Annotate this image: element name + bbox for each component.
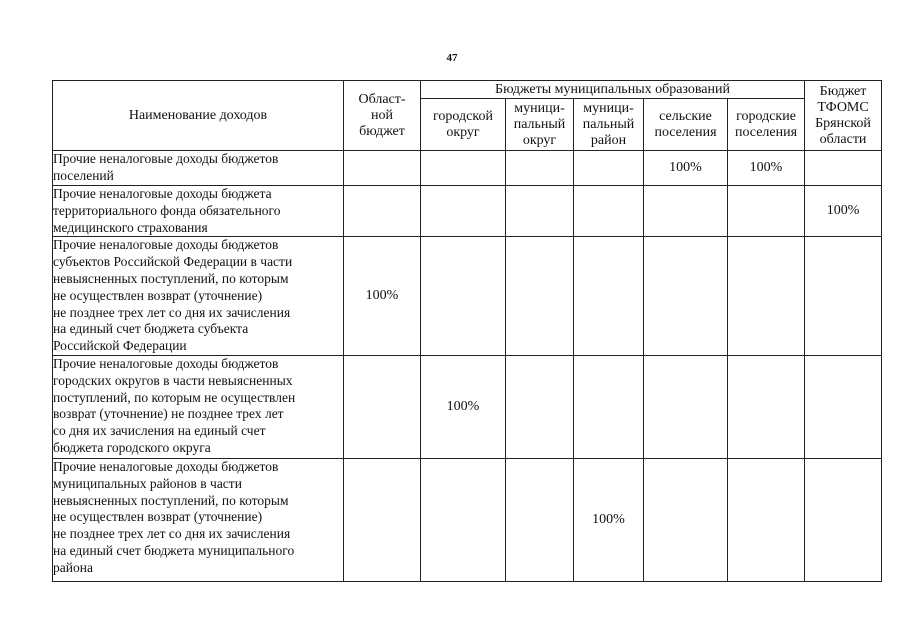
header-city-district: [421, 99, 506, 151]
income-name-line: Прочие неналоговые доходы бюджетов: [53, 355, 279, 371]
income-name-line: поступлений, по которым не осуществлен: [53, 389, 296, 405]
share-cell: 100%: [644, 151, 728, 186]
share-cell: [421, 237, 506, 356]
income-name-line: поселений: [53, 167, 114, 183]
income-name-line: не осуществлен возврат (уточнение): [53, 509, 263, 525]
share-cell: [574, 151, 644, 186]
header-municipal-budgets: Бюджеты муниципальных образований: [421, 81, 805, 99]
income-name-line: субъектов Российской Федерации в части: [53, 254, 293, 270]
header-line: округ: [446, 124, 480, 140]
share-cell: [574, 355, 644, 458]
header-tfoms-budget: [805, 81, 882, 151]
page-number: 47: [446, 52, 458, 64]
header-line: городской: [433, 108, 493, 124]
share-cell: [805, 458, 882, 581]
income-name-line: невыясненных поступлений, по которым: [53, 270, 289, 286]
share-cell: [728, 355, 805, 458]
header-line: городские: [736, 108, 796, 124]
income-name-line: муниципальных районов в части: [53, 475, 242, 491]
income-name-line: на единый счет бюджета субъекта: [53, 321, 249, 337]
income-name-line: территориального фонда обязательного: [53, 202, 281, 218]
table-row: [53, 151, 882, 186]
header-line: пальный: [582, 116, 635, 132]
share-cell: 100%: [421, 355, 506, 458]
header-line: пальный: [513, 116, 566, 132]
header-line: Област-: [358, 91, 406, 107]
header-municipal-area: [574, 99, 644, 151]
header-line: области: [819, 131, 867, 147]
income-name-line: района: [53, 559, 93, 575]
share-cell: 100%: [728, 151, 805, 186]
income-name-line: Прочие неналоговые доходы бюджетов: [53, 151, 279, 166]
income-name-cell: [53, 186, 344, 237]
share-cell: [506, 237, 574, 356]
share-cell: [344, 186, 421, 237]
header-line: бюджет: [359, 123, 405, 139]
share-cell: [728, 237, 805, 356]
share-cell: [344, 151, 421, 186]
header-line: сельские: [659, 108, 712, 124]
header-rural-settlements: [644, 99, 728, 151]
income-name-line: бюджета городского округа: [53, 439, 211, 455]
share-cell: 100%: [805, 186, 882, 237]
header-line: муници-: [514, 100, 565, 116]
table-row: [53, 458, 882, 581]
header-line: ТФОМС: [817, 99, 869, 115]
income-name-line: не осуществлен возврат (уточнение): [53, 287, 263, 303]
share-cell: [344, 458, 421, 581]
income-name-line: Прочие неналоговые доходы бюджетов: [53, 458, 279, 474]
header-line: поселения: [734, 124, 798, 140]
share-cell: [506, 186, 574, 237]
share-cell: [805, 237, 882, 356]
income-name-line: Прочие неналоговые доходы бюджета: [53, 186, 272, 201]
share-cell: [506, 458, 574, 581]
header-line: поселения: [654, 124, 717, 140]
income-name-cell: [53, 355, 344, 458]
share-cell: [344, 355, 421, 458]
share-cell: [644, 186, 728, 237]
header-line: Бюджет: [819, 83, 867, 99]
share-cell: [644, 355, 728, 458]
header-line: район: [590, 132, 627, 148]
income-name-line: не позднее трех лет со дня их зачисления: [53, 304, 291, 320]
share-cell: [574, 186, 644, 237]
share-cell: [644, 237, 728, 356]
header-line: Брянской: [815, 115, 871, 131]
income-name-line: со дня их зачисления на единый счет: [53, 423, 266, 439]
share-cell: 100%: [574, 458, 644, 581]
share-cell: [506, 151, 574, 186]
income-name-cell: [53, 151, 344, 186]
header-urban-settlements: [728, 99, 805, 151]
header-line: муници-: [583, 100, 634, 116]
share-cell: [574, 237, 644, 356]
income-name-line: возврат (уточнение) не позднее трех лет: [53, 406, 284, 422]
income-distribution-table: [52, 80, 882, 582]
header-regional-budget: [344, 81, 421, 151]
share-cell: [506, 355, 574, 458]
table-row: [53, 237, 882, 356]
share-cell: [644, 458, 728, 581]
share-cell: [728, 458, 805, 581]
share-cell: [421, 151, 506, 186]
header-line: ной: [371, 107, 393, 123]
table-row: [53, 355, 882, 458]
header-line: округ: [522, 132, 557, 148]
income-name-cell: [53, 458, 344, 581]
share-cell: [728, 186, 805, 237]
share-cell: 100%: [344, 237, 421, 356]
share-cell: [805, 355, 882, 458]
income-name-line: Российской Федерации: [53, 338, 187, 354]
header-municipal-district: [506, 99, 574, 151]
income-name-line: Прочие неналоговые доходы бюджетов: [53, 237, 279, 253]
income-name-line: невыясненных поступлений, по которым: [53, 492, 289, 508]
header-income-name: Наименование доходов: [53, 81, 344, 151]
income-name-line: не позднее трех лет со дня их зачисления: [53, 526, 291, 542]
income-name-line: на единый счет бюджета муниципального: [53, 542, 295, 558]
share-cell: [421, 186, 506, 237]
share-cell: [805, 151, 882, 186]
share-cell: [421, 458, 506, 581]
income-name-line: медицинского страхования: [53, 219, 208, 235]
table-row: [53, 186, 882, 237]
income-name-line: городских округов в части невыясненных: [53, 372, 293, 388]
income-name-cell: [53, 237, 344, 356]
